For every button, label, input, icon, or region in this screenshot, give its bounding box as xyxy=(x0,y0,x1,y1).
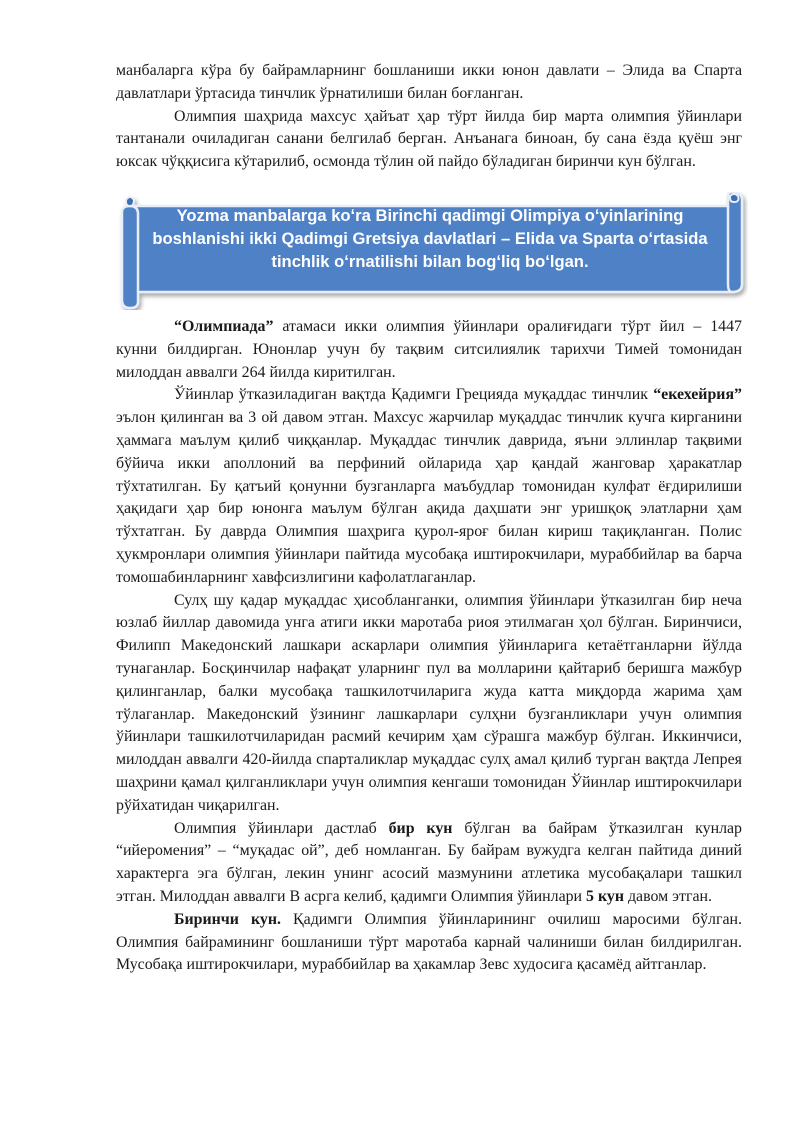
term-first-day: Биринчи кун. xyxy=(174,910,281,928)
duration-intro: Олимпия ўйинлари дастлаб xyxy=(174,819,389,837)
intro-section xyxy=(116,60,742,174)
paragraph-duration xyxy=(116,818,742,909)
paragraph-first-day xyxy=(116,909,742,977)
first-day-text: Қадимги Олимпия ўйинларининг очилиш маросими бўлган. Олимпия байрамининг бошланиши тўрт маротаба карнай чалиниши билан билдирилган. Мусобақа иштирокчилари, мураббийлар ва ҳакамлар Зевс худосига қасамёд айтганлар. xyxy=(116,910,743,974)
olympiad-text: атамаси икки олимпия ўйинлари оралиғидаги тўрт йил – 1447 кунни билдирган. Юнонлар учун бу тақвим ситсилиялик тарихчи Тимей томонидан милоддан аввалги 264 йилда киритилган. xyxy=(116,318,742,381)
term-ekecheiria: “екехейрия” xyxy=(653,386,742,404)
paragraph-olympiad xyxy=(116,316,742,384)
main-section xyxy=(116,316,742,977)
intro-paragraph-1: манбаларга кўра бу байрамларнинг бошланиши икки юнон давлати – Элида ва Спарта давлатлари ўртасида тинчлик ўрнатилиши билан боғланган. xyxy=(116,62,742,102)
ekecheiria-intro: Ўйинлар ўтказиладиган вақтда Қадимги Грецияда муқаддас тинчлик xyxy=(174,386,654,404)
paragraph-truce: Сулҳ шу қадар муқаддас ҳисобланганки, олимпия ўйинлари ўтказилган бир неча юзлаб йиллар давомида унга атиги икки маротаба риоя этилмаган ҳол бўлган. Биринчиси, Филипп Македонский лашкари аскарлари олимпия ўйинларига кетаётганларни йўлда тунаганлар. Босқинчилар нафақат уларнинг пул ва молларини қайтариб беришга мажбур қилинганлар, балки мусобақа ташкилотчиларига жуда катта миқдорда жарима ҳам тўлаганлар. Македонский ўзининг лашкарлари сулҳни бузганликлари учун олимпия ўйинлари ташкилотчиларидан расмий кечирим ҳам сўрашга мажбур бўлган. Иккинчиси, милоддан аввалги 420-йилда спарталиклар муқаддас сулҳ амал қилиб турган вақтда Лепрея шаҳрини қамал қилганликлари учун олимпия кенгаши томонидан Ўйинлар иштирокчилари рўйхатидан чиқарилган. xyxy=(116,591,742,814)
term-five-days: 5 кун xyxy=(586,887,624,905)
banner-text: Yozma manbalarga koʻra Birinchi qadimgi Olimpiya oʻyinlarining boshlanishi ikki Qadimgi Gretsiya davlatlari – Elida va Sparta oʻrtasida tinchlik oʻrnatilishi bilan bogʻliq boʻlgan. xyxy=(152,206,708,271)
duration-middle: бўлган ва байрам ўтказилган кунлар “ийеромения” – “муқадас ой”, деб номланган. Бу байрам вужудга келган пайтида диний характерга эга бўлган, лекин унинг асосий мазмунини атлетика мусобақалари ташкил этган. Милоддан аввалги В асрга келиб, қадимги Олимпия ўйинлари xyxy=(116,819,742,905)
info-banner xyxy=(116,192,748,310)
intro-paragraph-2: Олимпия шаҳрида махсус ҳайъат ҳар тўрт йилда бир марта олимпия ўйинлари тантанали очиладиган санани белгилаб берган. Анъанага биноан, бу сана ёзда қуёш энг юксак чўққисига кўтарилиб, осмонда тўлин ой пайдо бўладиган биринчи кун бўлган. xyxy=(116,107,742,171)
term-one-day: бир кун xyxy=(388,819,453,837)
paragraph-ekecheiria xyxy=(116,384,742,589)
ekecheiria-text: эълон қилинган ва 3 ой давом этган. Махсус жарчилар муқаддас тинчлик кучга кирганини ҳаммага маълум қилиб чиққанлар. Муқаддас тинчлик даврида, яъни эллинлар тақвими бўйича икки аполлоний ва перфиний ойларида ҳар қандай жанговар ҳаракатлар тўхтатилган. Бу қатъий қонунни бузганларга маъбудлар томонидан кулфат ёғдирилиши ҳақидаги ҳар бир юнонга маълум бўлган ақида даҳшати энг уришқоқ элатларни ҳам тўхтатган. Бу даврда Олимпия шаҳрига қурол-яроғ билан кириш тақиқланган. Полис ҳукмронлари олимпия ўйинлари пайтида мусобақа иштирокчилари, мураббийлар ва барча томошабинларнинг хавфсизлигини кафолатлаганлар. xyxy=(116,409,742,586)
term-olympiad: “Олимпиада” xyxy=(174,318,274,335)
duration-end: давом этган. xyxy=(624,887,712,905)
